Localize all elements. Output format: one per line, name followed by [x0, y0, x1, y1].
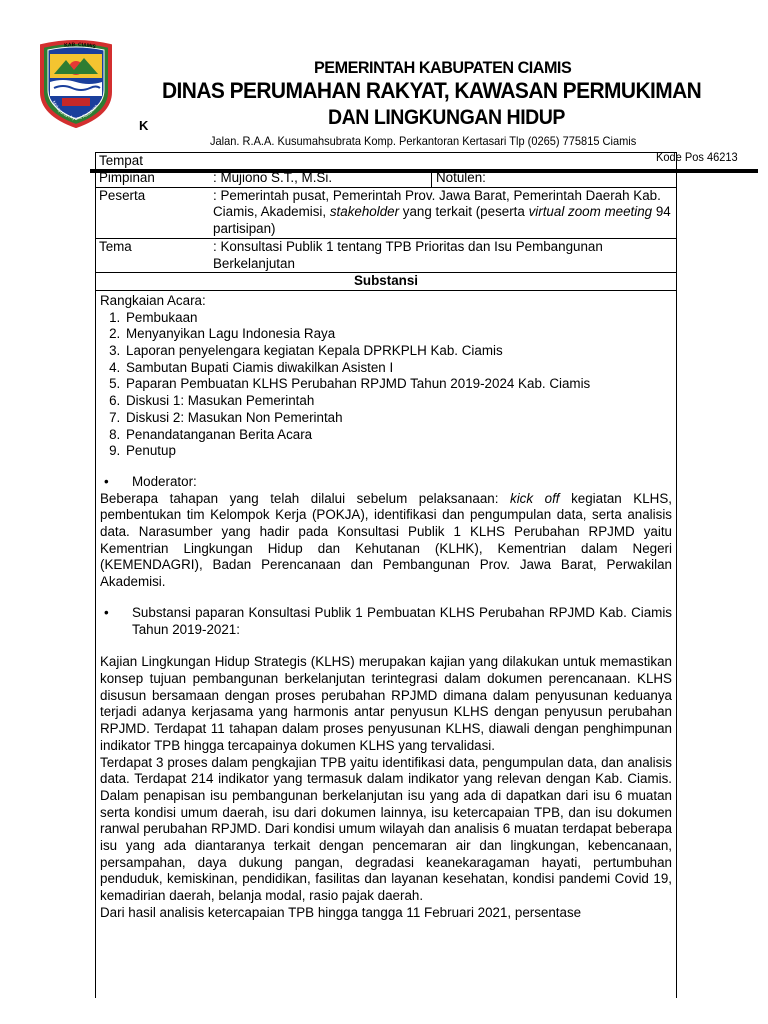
agenda-item: 3. Laporan penyelengara kegiatan Kepala DPRKPLH Kab. Ciamis: [124, 343, 672, 360]
moderator-paragraph: Beberapa tahapan yang telah dilalui sebelum pelaksanaan: kick off kegiatan KLHS, pembentukan tim Kelompok Kerja (POKJA), identifikasi dan pengumpulan data, serta analisis data. Narasumber yang hadir pada Konsultasi Publik 1 KLHS Perubahan RPJMD yaitu Kementrian Lingkungan Hidup dan Kehutanan (KLHK), Kementrian dalam Negeri (KEMENDAGRI), Badan Perencanaan dan Pembangunan Prov. Jawa Barat, Perwakilan Akademisi.: [100, 490, 672, 590]
klhs-paragraph-1: Kajian Lingkungan Hidup Strategis (KLHS) merupakan kajian yang dilakukan untuk memastikan konsep tujuan pembangunan berkelanjutan terintegrasi dalam dokumen perencanaan. KLHS disusun bersamaan dengan proses perubahan RPJMD dimana dalam penyusunan keduanya terjadi adanya kerjasama yang harmonis antar penyusun KLHS dengan penyusun perubahan RPJMD. Terdapat 11 tahapan dalam proses penyusunan KLHS, diawali dengan penghimpunan indikator TPB hingga tercapainya dokumen KLHS yang tervalidasi.: [100, 654, 672, 753]
agenda-item: 6. Diskusi 1: Masukan Pemerintah: [124, 393, 672, 410]
agenda-item: 8. Penandatanganan Berita Acara: [124, 427, 672, 444]
substansi-heading: Substansi: [96, 273, 676, 291]
peserta-value: : Pemerintah pusat, Pemerintah Prov. Jawa Barat, Pemerintah Daerah Kab. Ciamis, Akademisi, stakeholder yang terkait (peserta virtual zoom meeting 94 partisipan): [213, 187, 671, 237]
header-postal-code: Kode Pos 46213: [656, 150, 738, 164]
agenda-item: 5. Paparan Pembuatan KLHS Perubahan RPJMD Tahun 2019-2024 Kab. Ciamis: [124, 376, 672, 393]
tempat-label: Tempat: [99, 153, 143, 168]
agenda-item: 9. Penutup: [124, 443, 672, 460]
row-peserta: [96, 188, 676, 239]
agenda-item: 2. Menyanyikan Lagu Indonesia Raya: [124, 326, 672, 343]
klhs-paragraph-3: Dari hasil analisis ketercapaian TPB hingga tangga 11 Februari 2021, persentase: [100, 904, 582, 920]
header-line-1: PEMERINTAH KABUPATEN CIAMIS: [314, 58, 572, 77]
header-address: Jalan. R.A.A. Kusumahsubrata Komp. Perkantoran Kertasari Tlp (0265) 775815 Ciamis: [210, 134, 637, 148]
row-tempat: [96, 152, 676, 170]
bullet-icon: •: [104, 473, 109, 489]
klhs-paragraph-2: Terdapat 3 proses dalam pengkajian TPB yaitu identifikasi data, pengumpulan data, dan analisis data. Terdapat 214 indikator yang termasuk dalam indikator yang relevan dengan Kab. Ciamis. Dalam penapisan isu pembangunan berkelanjutan isu yang ada di dapatkan dari isu 6 muatan serta kondisi umum daerah, isu dari dokumen lainnya, isu ketercapaian TPB, dan isu dokumen ranwal perubahan RPJMD. Dari kondisi umum wilayah dan analisis 6 muatan terdapat beberapa isu yang ada diantaranya terkait dengan pencemaran air dan lingkungan, kebencanaan, persampahan, daya dukung pangan, degradasi keanekaragaman hayati, pertumbuhan penduduk, kemiskinan, pendidikan, fasilitas dan layanan kesehatan, kondisi pandemi Covid 19, kemadirian daerah, belanja modal, rasio pajak daerah.: [100, 754, 672, 904]
agenda-item: 7. Diskusi 2: Masukan Non Pemerintah: [124, 410, 672, 427]
logo-bottom-text: Mahayunan Ayuna Kadatuan: [51, 99, 99, 122]
pimpinan-label: Pimpinan: [99, 170, 155, 185]
notulen-label: Notulen:: [436, 170, 486, 185]
header-line-3: DAN LINGKUNGAN HIDUP: [328, 106, 565, 129]
agenda-list: [100, 310, 672, 460]
pimpinan-value: : Mujiono S.T., M.Si.: [213, 170, 432, 187]
header-line-2: DINAS PERUMAHAN RAKYAT, KAWASAN PERMUKIMAN: [162, 78, 702, 103]
agenda-item: 1. Pembukaan: [124, 310, 672, 327]
bullet-icon: •: [104, 604, 109, 620]
moderator-bullet: [100, 474, 672, 491]
minutes-table: [95, 152, 677, 998]
row-pimpinan: [96, 170, 676, 188]
stray-letter: K: [139, 118, 149, 133]
tema-label: Tema: [99, 238, 132, 254]
substansi-body: [96, 291, 676, 998]
paparan-bullet: [100, 605, 672, 638]
paparan-label: Substansi paparan Konsultasi Publik 1 Pembuatan KLHS Perubahan RPJMD Kab. Ciamis Tahun 2019-2021:: [132, 604, 672, 637]
peserta-label: Peserta: [99, 187, 146, 203]
moderator-label: Moderator:: [132, 473, 197, 489]
kabupaten-ciamis-logo: [36, 40, 116, 128]
rangkaian-acara-label: Rangkaian Acara:: [100, 292, 206, 308]
tema-value: : Konsultasi Publik 1 tentang TPB Prioritas dan Isu Pembangunan Berkelanjutan: [213, 238, 603, 271]
logo-top-text: KAB. CIAMIS: [63, 41, 97, 51]
agenda-item: 4. Sambutan Bupati Ciamis diwakilkan Asisten I: [124, 360, 672, 377]
row-tema: [96, 239, 676, 273]
